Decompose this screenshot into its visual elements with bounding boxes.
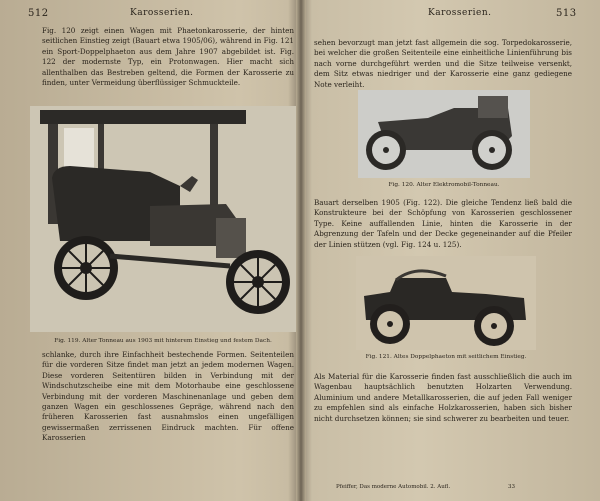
left-text-top	[42, 26, 294, 88]
paragraph: Bauart derselben 1905 (Fig. 122). Die gleiche Tendenz ließ bald die Konstrukteure bei der Schöpfung von Karosserien geschlossener Type. Keine auffallenden Linie, hinten die Karosserie in der Abgrenzung der Tafeln und der Decke gegeneinander auf die Pfeiler der Linien stützen (vgl. Fig. 124 u. 125).	[314, 198, 572, 249]
right-running-head: Karosserien.	[428, 8, 492, 18]
right-page	[302, 0, 600, 501]
figure-electromobile	[358, 90, 530, 178]
paragraph: schlanke, durch ihre Einfachheit bestechende Formen. Seitenteilen für die vorderen Sitze findet man jetzt an jedem modernen Wagen. Diese vorderen Seitentüren bilden in Verbindung mit der Windschutzscheibe eine mit dem Motorhaube eine geschlossene Verbindung mit der vorderen Maschinenanlage und geben dem ganzen Wagen ein geschlossenes Gepräge, während nach den früheren Karosserien fast ausnahmslos einen ungefälligen gewissermaßen zerrissenen Eindruck machten. Für offene Karosserien	[42, 350, 294, 443]
left-running-head: Karosserien.	[130, 8, 194, 18]
left-text-bottom	[42, 350, 294, 444]
left-page	[0, 0, 298, 501]
figure-double-phaeton	[356, 256, 536, 350]
paragraph: sehen bevorzugt man jetzt fast allgemein die sog. Torpedokarosserie, bei welcher die großen Seitenteile eine einheitliche Linienführung bis nach vorne durchgeführt werden und die Sitze teilweise versenkt, dem Sitz etwas niedriger und der Karosserie eine ganz gediegene Note verleiht.	[314, 38, 572, 89]
signature-mark: 33	[508, 484, 515, 490]
right-figure2-caption: Fig. 121. Altes Doppelphaeton mit seitlichem Einstieg.	[365, 354, 527, 360]
figure-tonneau-car	[30, 106, 296, 332]
right-text-mid	[314, 198, 572, 250]
right-figure1-caption: Fig. 120. Alter Elektromobil-Tonneau.	[388, 182, 500, 188]
right-text-top	[314, 38, 572, 90]
paragraph: Als Material für die Karosserie finden fast ausschließlich die auch im Wagenbau hauptsächlich benutzten Holzarten Verwendung. Aluminium und andere Metallkarosserien, die auf jeden Fall weniger zu empfehlen sind als einfache Holzkarosserien, haben sich bisher nicht durchsetzen können; sie sind schwerer zu bearbeiten und teuer.	[314, 372, 572, 423]
left-page-number: 512	[28, 8, 49, 19]
right-text-bottom	[314, 372, 572, 424]
book-footer: Pfeiffer, Das moderne Automobil. 2. Aufl.	[336, 484, 451, 490]
paragraph: Fig. 120 zeigt einen Wagen mit Phaetonkarosserie, der hinten seitlichen Einstieg zeigt (Bauart etwa 1905/06), während in Fig. 121 ein Sport-Doppelphaeton aus dem Jahre 1907 abgebildet ist. Fig. 122 der modernste Typ, ein Protonwagen. Hier macht sich allenthalben das Bestreben geltend, die Formen der Karosserie zu finden, unter Vermeidung überflüssiger Schmuckteile.	[42, 26, 294, 88]
left-figure-caption: Fig. 119. Alter Tonneau aus 1903 mit hinterem Einstieg und festem Dach.	[54, 338, 272, 344]
right-page-number: 513	[556, 8, 577, 19]
